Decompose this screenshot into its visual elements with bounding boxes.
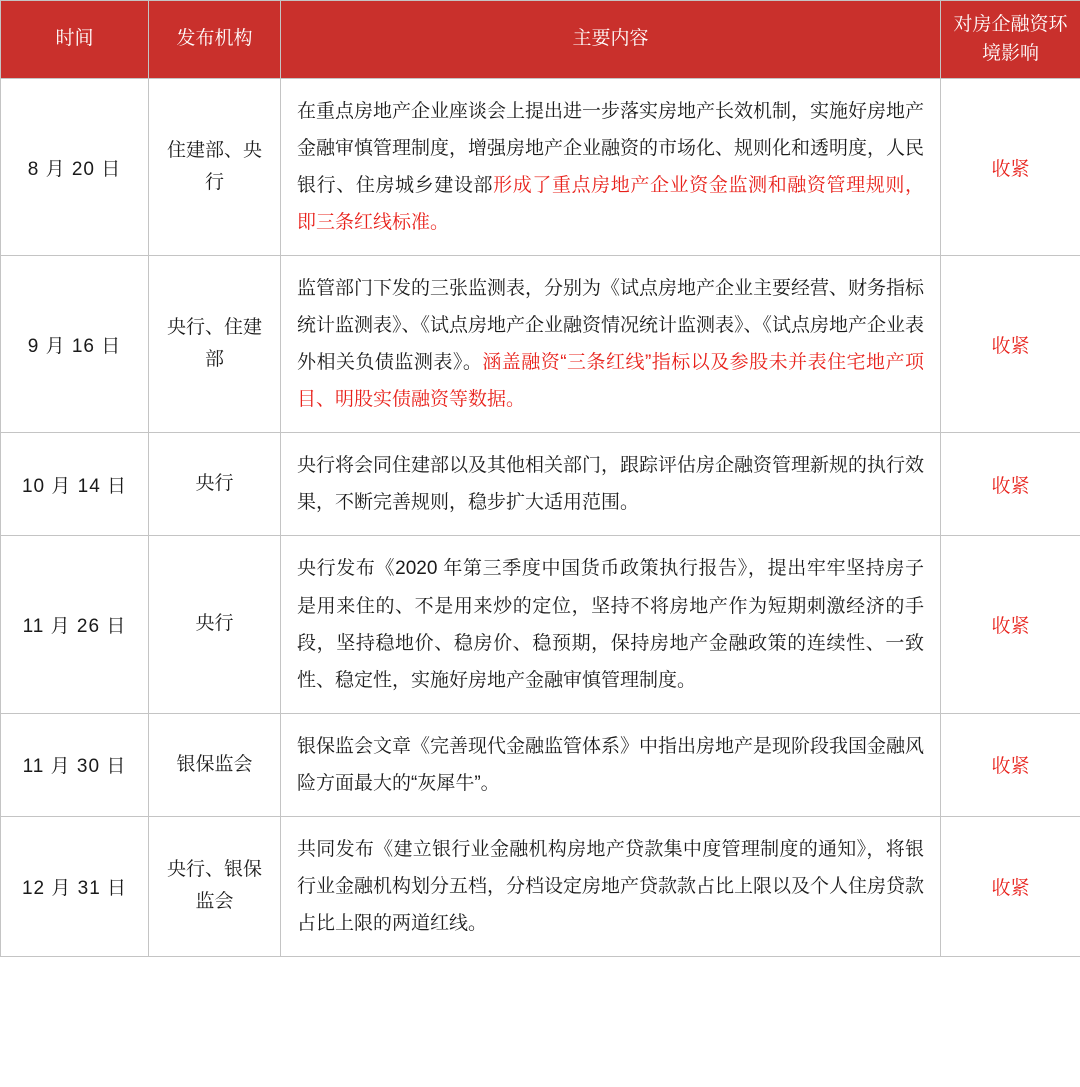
column-header-time: 时间: [1, 1, 149, 79]
cell-organization: 央行: [149, 536, 281, 713]
content-plain: 银保监会文章《完善现代金融监管体系》中指出房地产是现阶段我国金融风险方面最大的“灰犀牛”。: [297, 735, 925, 794]
cell-time: 10 月 14 日: [1, 433, 149, 536]
cell-effect: 收紧: [941, 256, 1080, 433]
content-plain: 共同发布《建立银行业金融机构房地产贷款集中度管理制度的通知》，将银行业金融机构划分五档，分档设定房地产贷款款占比上限以及个人住房贷款占比上限的两道红线。: [297, 838, 925, 934]
content-plain: 监管部门下发的三张监测表，分别为《试点房地产企业主要经营、财务指标统计监测表》、《试点房地产企业融资情况统计监测表》、《试点房地产企业表外相关负债监测表》。: [297, 278, 925, 374]
table-row: [1, 536, 1080, 713]
column-header-content: 主要内容: [281, 1, 941, 79]
cell-time: 12 月 31 日: [1, 816, 149, 956]
cell-time: 9 月 16 日: [1, 256, 149, 433]
cell-content: [281, 713, 941, 816]
table-row: [1, 816, 1080, 956]
table-body: [1, 79, 1080, 957]
cell-organization: 住建部、央行: [149, 79, 281, 256]
cell-content: [281, 79, 941, 256]
cell-time: 8 月 20 日: [1, 79, 149, 256]
content-highlight: 涵盖融资“三条红线”指标以及参股未并表住宅地产项目、明股实债融资等数据。: [297, 352, 924, 411]
cell-time: 11 月 30 日: [1, 713, 149, 816]
cell-content: [281, 256, 941, 433]
cell-effect: 收紧: [941, 713, 1080, 816]
cell-organization: 央行: [149, 433, 281, 536]
content-plain: 在重点房地产企业座谈会上提出进一步落实房地产长效机制，实施好房地产金融审慎管理制度，增强房地产企业融资的市场化、规则化和透明度，人民银行、住房城乡建设部: [297, 101, 925, 197]
cell-content: [281, 433, 941, 536]
column-header-organization: 发布机构: [149, 1, 281, 79]
cell-effect: 收紧: [941, 536, 1080, 713]
table-header-row: [1, 1, 1080, 79]
table-row: [1, 79, 1080, 256]
cell-organization: 银保监会: [149, 713, 281, 816]
cell-effect: 收紧: [941, 79, 1080, 256]
table-row: [1, 256, 1080, 433]
cell-organization: 央行、银保监会: [149, 816, 281, 956]
cell-effect: 收紧: [941, 816, 1080, 956]
cell-effect: 收紧: [941, 433, 1080, 536]
content-plain: 央行发布《2020 年第三季度中国货币政策执行报告》，提出牢牢坚持房子是用来住的、不是用来炒的定位，坚持不将房地产作为短期刺激经济的手段，坚持稳地价、稳房价、稳预期，保持房地产金融政策的连续性、一致性、稳定性，实施好房地产金融审慎管理制度。: [297, 558, 924, 691]
table-header: [1, 1, 1080, 79]
content-plain: 央行将会同住建部以及其他相关部门，跟踪评估房企融资管理新规的执行效果，不断完善规则，稳步扩大适用范围。: [297, 455, 925, 514]
table-row: [1, 433, 1080, 536]
cell-time: 11 月 26 日: [1, 536, 149, 713]
cell-content: [281, 816, 941, 956]
table-row: [1, 713, 1080, 816]
cell-organization: 央行、住建部: [149, 256, 281, 433]
cell-content: [281, 536, 941, 713]
column-header-effect: 对房企融资环境影响: [941, 1, 1080, 79]
content-highlight: 形成了重点房地产企业资金监测和融资管理规则，即三条红线标准。: [297, 175, 924, 234]
